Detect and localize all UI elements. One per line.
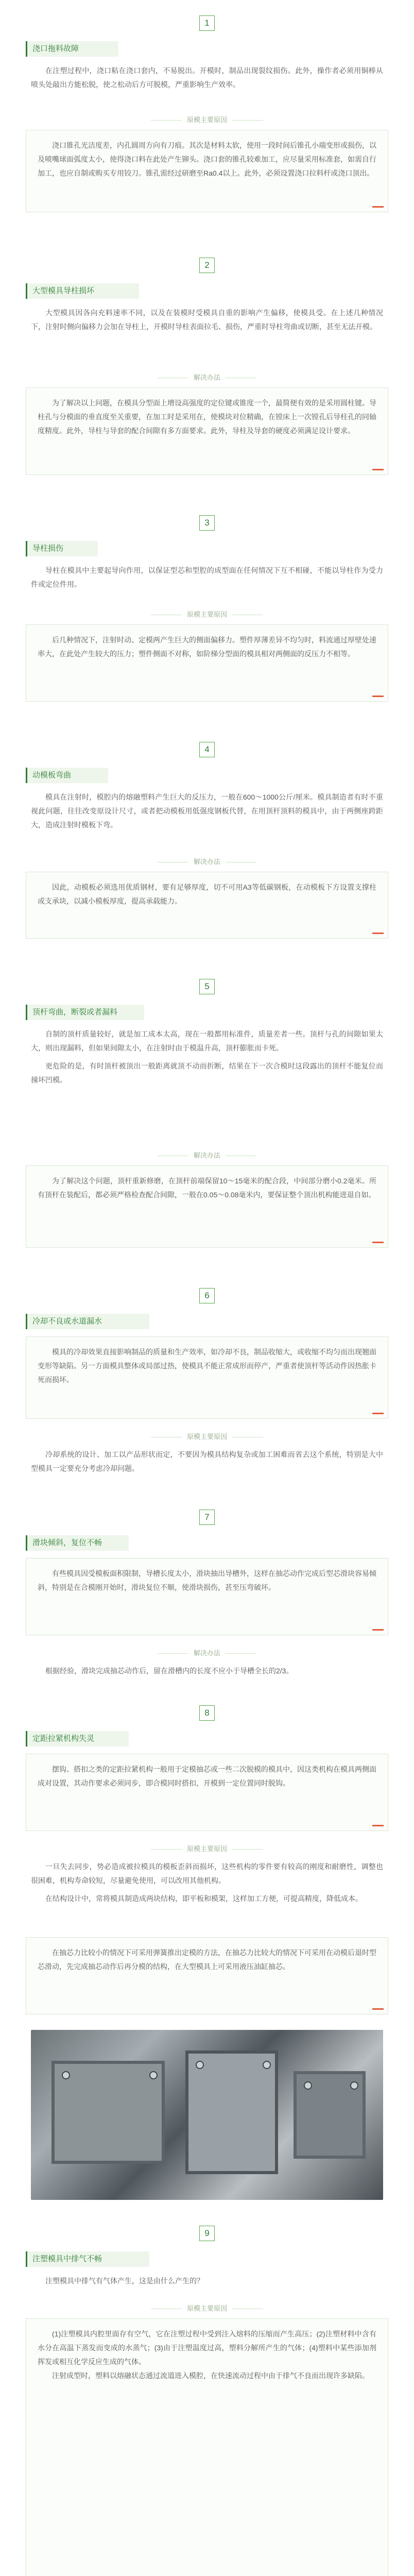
section-number-4: 4 bbox=[0, 742, 414, 757]
divider-caption-4: 解决办法 bbox=[0, 856, 414, 866]
divider-caption-7: 解决办法 bbox=[0, 1648, 414, 1657]
section-title-1: 浇口拖料故障 bbox=[26, 41, 118, 57]
section-title-4: 动模板弯曲 bbox=[26, 768, 108, 783]
section-number-2: 2 bbox=[0, 258, 414, 273]
section-box-1: 浇口锥孔光洁度差，内孔圆周方向有刀痕。其次是材料太软，使用一段时间后锥孔小端变形或损伤，以及喷嘴球面弧度太小，使得浇口料在此处产生铆头。浇口套的锥孔较难加工，应尽量采用标准套，如需自行加工，也应自制或购买专用铰刀。锥孔需经过研磨至Ra0.4以上。此外，必须设置浇口拉料杆或浇口顶出。 bbox=[26, 130, 388, 212]
section-title-7: 滑块倾斜，复位不畅 bbox=[26, 1535, 129, 1551]
section-box-6: 模具的冷却效果直接影响制品的质量和生产效率，如冷却不良，制品收缩大，或收缩不均匀而出现翘面变形等缺陷。另一方面模具整体或局部过热，使模具不能正常成形而停产，严重者使顶杆等活动件因热胀卡死而损坏。 bbox=[26, 1336, 388, 1419]
section-title-2: 大型模具导柱损坏 bbox=[26, 283, 139, 299]
section-number-3: 3 bbox=[0, 515, 414, 531]
divider-caption-3: 原模主要原因 bbox=[0, 609, 414, 619]
divider-caption-1: 原模主要原因 bbox=[0, 114, 414, 124]
section-box-9: (1)注塑模具内腔里面存有空气，它在注塑过程中受到注入熔料的压缩而产生高压；(2)注塑材料中含有水分在高温下蒸发而变成的水蒸气；(3)由于注塑温度过高，塑料分解所产生的气体；(4)塑料中某些添加剂挥发或相互化学反应生成的气体。 注射成型时，塑料以熔融状态通过流道进入模腔，在快速流动过程中由于排气不良而出现许多缺陷。 bbox=[26, 2318, 388, 2576]
section-title-8: 定距拉紧机构失灵 bbox=[26, 1731, 129, 1747]
section-number-7: 7 bbox=[0, 1510, 414, 1525]
section-title-9: 注塑模具中排气不畅 bbox=[26, 2251, 149, 2267]
section-body-7: 根据经验，滑块完成抽芯动作后，留在滑槽内的长度不应小于导槽全长的2/3。 bbox=[45, 1667, 294, 1675]
section-number-8: 8 bbox=[0, 1705, 414, 1721]
section-box-2: 为了解决以上问题，在模具分型面上增设高强度的定位键或锥度一个，最简便有效的是采用圆柱键。导柱孔与分模面的垂直度至关重要，在加工时是采用在，使模块对位精确，在镗床上一次镗孔后导柱孔的同轴度精度。此外，导柱与导套的配合间隙有多方面要求。此外，导柱及导套的硬度必须满足设计要求。 bbox=[26, 387, 388, 475]
divider-caption-8: 原模主要原因 bbox=[0, 1843, 414, 1853]
section-body-1: 在注塑过程中，浇口粘在浇口套内，不易脱出。开模时，制品出现裂纹损伤。此外，操作者必须用铜棒从喷头处敲出方能松脱，使之松动后方可脱模，严重影响生产效率。 bbox=[31, 66, 383, 89]
section-body-3: 导柱在模具中主要起导向作用，以保证型芯和型腔的成型面在任何情况下互不相碰，不能以导柱作为受力件或定位件用。 bbox=[31, 566, 383, 588]
section-number-6: 6 bbox=[0, 1288, 414, 1303]
divider-caption-5: 解决办法 bbox=[0, 1150, 414, 1160]
section-number-5: 5 bbox=[0, 979, 414, 994]
section-box-4: 因此，动模板必须选用优质钢材，要有足够厚度，切不可用A3等低碳钢板，在动模板下方设置支撑柱或支承块，以减小模板厚度，提高承载能力。 bbox=[26, 872, 388, 939]
section-box-8b: 在抽芯力比较小的情况下可采用弹簧推出定模的方法，在抽芯力比较大的情况下可采用在动模后退时型芯滑动，先完成抽芯动作后再分模的结构，在大型模具上可采用液压油缸抽芯。 bbox=[26, 1937, 388, 2014]
section-title-6: 冷却不良或水道漏水 bbox=[26, 1314, 149, 1329]
mold-photo bbox=[31, 2030, 383, 2200]
section-title-3: 导柱损伤 bbox=[26, 541, 98, 556]
section-box-3: 后几种情况下，注射时动、定模两产生巨大的侧面偏移力。塑件厚薄差异不均匀时，料流通过厚壁处速率大，在此处产生较大的压力；塑件侧面不对称，如阶梯分型面的模具相对两侧面的反压力不相等。 bbox=[26, 624, 388, 702]
section-box-5: 为了解决这个问题，顶杆重新修磨，在顶杆前端保留10～15毫米的配合段，中间部分磨小0.2毫米。所有顶杆在装配后，都必须严格检查配合间隙，一般在0.05～0.08毫米内，要保证整个顶出机构能进退自如。 bbox=[26, 1165, 388, 1248]
section-title-5: 顶杆弯曲，断裂或者漏料 bbox=[26, 1005, 144, 1020]
section-body-4: 模具在注射时，模腔内的熔融塑料产生巨大的反压力，一般在600～1000公斤/厘米。模具制造者有时不重视此问题，往往改变原设计尺寸，或者把动模板用低强度钢板代替，在用顶杆顶料的模具中，由于两侧座跨距大，造成注射时模板下弯。 bbox=[31, 793, 383, 829]
section-body-8: 一旦失去同步，势必造成被拉模具的模板歪斜而损坏，这些机构的零件要有较高的刚度和耐磨性，调整也很困难，机构寿命较短，尽量避免使用，可以改用其他机构。 在结构设计中，常将模具制造成两块结构，即平板和模架，这样加工方便，可提高精度，降低成本。 bbox=[31, 1862, 383, 1903]
section-box-8: 摆钩、搭扣之类的定距拉紧机构一般用于定模抽芯或一些二次脱模的模具中，因这类机构在模具两侧面成对设置，其动作要求必须同步，即合模同时搭扣，开模到一定位置同时脱钩。 bbox=[26, 1754, 388, 1831]
section-body-2: 大型模具因各向充料速率不同，以及在装模时受模具自重的影响产生偏移，使模具受。在上述几种情况下，注射时侧向偏移力会加在导柱上，开模时导柱表面拉毛、损伤，严重时导柱弯曲或切断，甚至无法开模。 bbox=[31, 309, 383, 331]
section-box-7: 有些模具因受模板面积限制，导槽长度太小，滑块抽出导槽外，这样在抽芯动作完成后型芯滑块容易倾斜，特别是在合模刚开始时，滑块复位不顺，使滑块损伤，甚至压弯破坏。 bbox=[26, 1558, 388, 1635]
divider-caption-9: 原模主要原因 bbox=[0, 2303, 414, 2313]
section-number-1: 1 bbox=[0, 15, 414, 31]
divider-caption-2: 解决办法 bbox=[0, 372, 414, 382]
section-body-9: 注塑模具中排气有气体产生，这是由什么产生的？ bbox=[45, 2277, 204, 2285]
section-body-5: 自制的顶杆质量较好，就是加工成本太高，现在一般都用标准件，质量差者一些。顶杆与孔的间隙如果太大，则出现漏料，但如果间隙太小，在注射时由于模温升高，顶杆膨胀而卡死。 更危险的是，有时顶杆被顶出一般距离就顶不动而折断，结果在下一次合模时这段露出的顶杆不能复位而撞坏凹模。 bbox=[31, 1030, 383, 1084]
divider-caption-6: 原模主要原因 bbox=[0, 1431, 414, 1441]
section-number-9: 9 bbox=[0, 2226, 414, 2241]
section-body-6: 冷却系统的设计、加工以产品形状而定，不要因为模具结构复杂或加工困难而省去这个系统，特别是大中型模具一定要充分考虑冷却问题。 bbox=[31, 1450, 383, 1472]
